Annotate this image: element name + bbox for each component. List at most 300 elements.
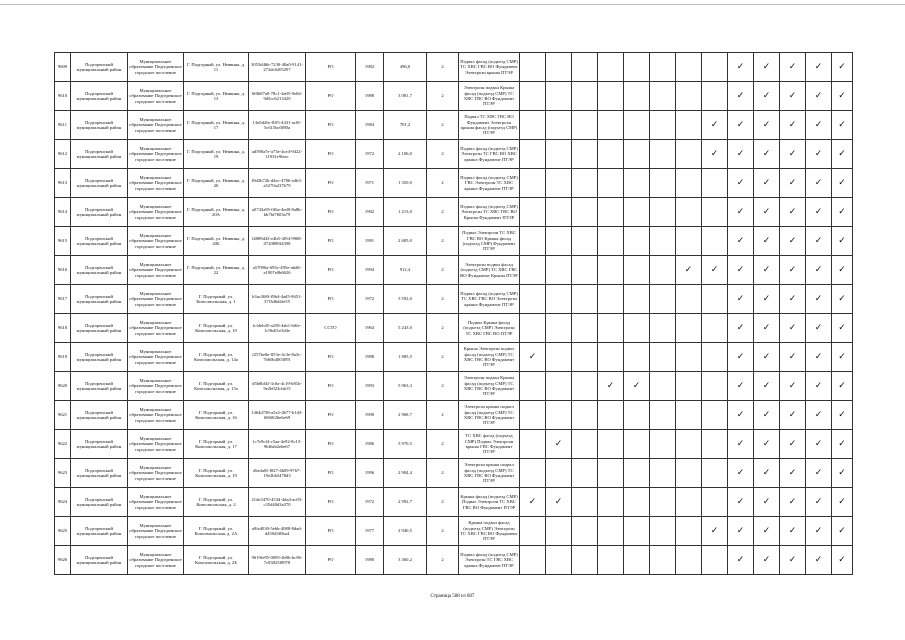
floors-cell: 2 [427,227,459,256]
work-type-cell [520,459,546,488]
type-cell: РО [306,430,356,459]
row-id: 9615 [55,227,71,256]
work-type-cell [572,82,598,111]
work-type-cell [702,459,728,488]
checkmark-icon: ✓ [788,380,797,391]
work-type-cell [832,343,853,372]
work-type-cell [598,227,624,256]
checkmark-icon: ✓ [838,438,846,449]
type-cell: РО [306,256,356,285]
work-type-cell [806,111,832,140]
floors-cell: 2 [427,82,459,111]
work-type-cell [572,111,598,140]
floors-cell: 2 [427,111,459,140]
area-cell: 5 243,0 [384,314,427,343]
work-type-cell [572,285,598,314]
work-type-cell [624,140,650,169]
checkmark-icon: ✓ [736,61,745,72]
works-cell: Подвал фасад (подъезд СМР) Электроэн ТС ХВС ГВС ВО Крыша Фундамент ПТЭР [459,198,520,227]
work-type-cell [546,111,572,140]
checkmark-icon: ✓ [632,380,641,391]
works-cell: Подвал фасад (подъезд СМР) Электроэн ТС ГВС ХВС крыша Фундамент ПТЭР [459,546,520,575]
floors-cell: 2 [427,198,459,227]
area-cell: 2 940,5 [384,517,427,546]
checkmark-icon: ✓ [814,554,823,565]
work-type-cell [806,372,832,401]
work-type-cell [806,314,832,343]
floors-cell: 2 [427,488,459,517]
address-cell: Г. Подгорный, ул. Неявина, д. 22 [184,256,249,285]
row-id: 9625 [55,517,71,546]
work-type-cell [702,198,728,227]
year-cell: 1982 [356,53,384,82]
works-cell: Электроэн подвал Крыша фасад (подъезд СМР) ТС ХВС ГВС ВО Фундамент ПТЭР [459,82,520,111]
table-row [55,111,853,140]
checkmark-icon: ✓ [736,525,745,536]
checkmark-icon: ✓ [814,293,823,304]
work-type-cell [806,140,832,169]
work-type-cell [650,314,676,343]
work-type-cell [754,256,780,285]
work-type-cell [624,517,650,546]
checkmark-icon: ✓ [838,322,846,333]
work-type-cell [728,140,754,169]
work-type-cell [650,111,676,140]
work-type-cell [546,256,572,285]
work-type-cell [676,198,702,227]
year-cell: 1980 [356,546,384,575]
row-id: 9614 [55,198,71,227]
work-type-cell [546,343,572,372]
work-type-cell [806,430,832,459]
work-type-cell [702,53,728,82]
type-cell: РО [306,459,356,488]
work-type-cell [780,488,806,517]
work-type-cell [702,372,728,401]
fias-code-cell: ad590a7e-a73e-4ce4-9422-11931e9feac [249,140,306,169]
work-type-cell [598,401,624,430]
work-type-cell [520,111,546,140]
work-type-cell [754,140,780,169]
work-type-cell [624,111,650,140]
address-cell: Г. Подгорный, ул. Комсомольская, д. 2Б [184,546,249,575]
area-cell: 496,0 [384,53,427,82]
work-type-cell [650,430,676,459]
work-type-cell [780,82,806,111]
owner-cell: Муниципальное образование Подгоренское городское поселение [128,53,184,82]
work-type-cell [832,140,853,169]
work-type-cell [650,546,676,575]
checkmark-icon: ✓ [736,177,745,188]
district-cell: Подгоренский муниципальный район [71,227,128,256]
work-type-cell [650,256,676,285]
work-type-cell [520,488,546,517]
work-type-cell [832,430,853,459]
work-type-cell [520,82,546,111]
work-type-cell [702,401,728,430]
work-type-cell [728,488,754,517]
area-cell: 1 885,5 [384,343,427,372]
year-cell: 1993 [356,372,384,401]
owner-cell: Муниципальное образование Подгоренское городское поселение [128,169,184,198]
fias-code-cell: a9fe4030-5ebb-4088-8dad-d450d3f0ba4 [249,517,306,546]
checkmark-icon: ✓ [788,206,797,217]
checkmark-icon: ✓ [838,409,846,420]
work-type-cell [520,198,546,227]
row-id: 9618 [55,314,71,343]
checkmark-icon: ✓ [736,554,745,565]
housing-register-table [54,52,853,575]
checkmark-icon: ✓ [838,90,846,101]
work-type-cell [572,488,598,517]
owner-cell: Муниципальное образование Подгоренское городское поселение [128,459,184,488]
work-type-cell [572,314,598,343]
type-cell: РО [306,372,356,401]
work-type-cell [650,198,676,227]
work-type-cell [546,372,572,401]
work-type-cell [546,314,572,343]
table-row [55,53,853,82]
work-type-cell [676,314,702,343]
district-cell: Подгоренский муниципальный район [71,82,128,111]
checkmark-icon: ✓ [838,235,846,246]
checkmark-icon: ✓ [736,206,745,217]
type-cell: РО [306,198,356,227]
year-cell: 1972 [356,285,384,314]
work-type-cell [520,227,546,256]
work-type-cell [572,430,598,459]
work-type-cell [754,53,780,82]
work-type-cell [806,227,832,256]
address-cell: Г. Подгорный, ул. Неявина, д. 13 [184,82,249,111]
work-type-cell [572,140,598,169]
checkmark-icon: ✓ [736,467,745,478]
work-type-cell [546,53,572,82]
work-type-cell [572,372,598,401]
district-cell: Подгоренский муниципальный район [71,140,128,169]
work-type-cell [832,459,853,488]
work-type-cell [546,546,572,575]
work-type-cell [598,82,624,111]
owner-cell: Муниципальное образование Подгоренское городское поселение [128,140,184,169]
area-cell: 5 592,0 [384,285,427,314]
work-type-cell [572,343,598,372]
checkmark-icon: ✓ [762,235,771,246]
work-type-cell [546,198,572,227]
work-type-cell [598,372,624,401]
work-type-cell [780,314,806,343]
checkmark-icon: ✓ [788,351,797,362]
row-id: 9609 [55,53,71,82]
work-type-cell [520,372,546,401]
work-type-cell [546,430,572,459]
floors-cell: 2 [427,256,459,285]
works-cell: Крыша Электроэн подвал фасад (подъезд СМР) ТС ХВС ГВС ВО Фундамент ПТЭР [459,343,520,372]
checkmark-icon: ✓ [762,322,771,333]
address-cell: Г. Подгорный, ул. Комсомольская, д. 19 [184,459,249,488]
fias-code-cell: 1c7e9cf4-c5aa-4e92-8c13-9bf6ab2ebe67 [249,430,306,459]
work-type-cell [676,459,702,488]
floors-cell: 2 [427,459,459,488]
row-id: 9624 [55,488,71,517]
work-type-cell [520,546,546,575]
type-cell: РО [306,343,356,372]
works-cell: Крыша фасад (подъезд СМР) Подвал Электроэн ТС ХВС ГВС ВО Фундамент ПТЭР [459,488,520,517]
area-cell: 3 360,2 [384,546,427,575]
owner-cell: Муниципальное образование Подгоренское городское поселение [128,488,184,517]
work-type-cell [676,227,702,256]
work-type-cell [728,169,754,198]
area-cell: 2 992,7 [384,488,427,517]
work-type-cell [520,314,546,343]
work-type-cell [572,198,598,227]
work-type-cell [624,53,650,82]
work-type-cell [780,401,806,430]
owner-cell: Муниципальное образование Подгоренское городское поселение [128,430,184,459]
work-type-cell [572,401,598,430]
fias-code-cell: dbe4a8f-f827-4b09-9767-19e2bb5478d3 [249,459,306,488]
work-type-cell [520,430,546,459]
work-type-cell [624,285,650,314]
work-type-cell [572,227,598,256]
work-type-cell [806,256,832,285]
work-type-cell [728,227,754,256]
work-type-cell [624,459,650,488]
work-type-cell [546,488,572,517]
work-type-cell [676,488,702,517]
fias-code-cell: d5b8bf4f-3c0a-4c19-b81b-9e2b023cbb15 [249,372,306,401]
work-type-cell [572,53,598,82]
work-type-cell [572,546,598,575]
checkmark-icon: ✓ [838,467,846,478]
address-cell: Г. Подгорный, ул. Комсомольская, д. 10 [184,314,249,343]
work-type-cell [832,488,853,517]
type-cell: РО [306,546,356,575]
checkmark-icon: ✓ [814,119,823,130]
work-type-cell [676,256,702,285]
area-cell: 1 350,0 [384,169,427,198]
checkmark-icon: ✓ [814,380,823,391]
row-id: 9610 [55,82,71,111]
checkmark-icon: ✓ [838,206,846,217]
checkmark-icon: ✓ [814,438,823,449]
owner-cell: Муниципальное образование Подгоренское городское поселение [128,401,184,430]
area-cell: 701,2 [384,111,427,140]
work-type-cell [572,517,598,546]
type-cell: РО [306,82,356,111]
works-cell: Подвал Крыша фасад (подъезд СМР) Электроэн ТС ХВС ГВС ВО ПТЭР [459,314,520,343]
address-cell: Г. Подгорный, ул. Неявина, д. 19 [184,140,249,169]
row-id: 9620 [55,372,71,401]
work-type-cell [546,140,572,169]
area-cell: 5 970,5 [384,430,427,459]
checkmark-icon: ✓ [736,90,745,101]
district-cell: Подгоренский муниципальный район [71,459,128,488]
checkmark-icon: ✓ [762,206,771,217]
table-row [55,488,853,517]
checkmark-icon: ✓ [838,264,846,275]
year-cell: 1964 [356,314,384,343]
work-type-cell [754,314,780,343]
year-cell: 1984 [356,111,384,140]
checkmark-icon: ✓ [736,119,745,130]
district-cell: Подгоренский муниципальный район [71,517,128,546]
work-type-cell [780,430,806,459]
checkmark-icon: ✓ [788,496,797,507]
work-type-cell [676,82,702,111]
type-cell: ССТО [306,314,356,343]
checkmark-icon: ✓ [762,119,771,130]
work-type-cell [520,169,546,198]
work-type-cell [754,343,780,372]
checkmark-icon: ✓ [736,438,745,449]
work-type-cell [624,198,650,227]
owner-cell: Муниципальное образование Подгоренское городское поселение [128,372,184,401]
district-cell: Подгоренский муниципальный район [71,256,128,285]
checkmark-icon: ✓ [788,467,797,478]
year-cell: 1996 [356,459,384,488]
work-type-cell [728,314,754,343]
district-cell: Подгоренский муниципальный район [71,169,128,198]
work-type-cell [546,459,572,488]
work-type-cell [676,169,702,198]
table-row [55,140,853,169]
work-type-cell [520,256,546,285]
work-type-cell [728,198,754,227]
works-cell: Подвал фасад (подъезд СМР) ГВС Электроэн ТС ХВС крыша Фундамент ПТЭР [459,169,520,198]
work-type-cell [572,169,598,198]
work-type-cell [650,488,676,517]
district-cell: Подгоренский муниципальный район [71,198,128,227]
work-type-cell [676,517,702,546]
type-cell: РО [306,53,356,82]
work-type-cell [676,140,702,169]
fias-code-cell: b3ac368f-f9b4-4ad5-9651-37f3d6d4fe55 [249,285,306,314]
work-type-cell [624,314,650,343]
work-type-cell [806,517,832,546]
year-cell: 1977 [356,517,384,546]
work-type-cell [598,430,624,459]
work-type-cell [624,169,650,198]
floors-cell: 2 [427,517,459,546]
work-type-cell [832,82,853,111]
work-type-cell [520,53,546,82]
checkmark-icon: ✓ [762,293,771,304]
checkmark-icon: ✓ [762,554,771,565]
work-type-cell [780,53,806,82]
checkmark-icon: ✓ [788,235,797,246]
work-type-cell [624,546,650,575]
works-cell: ТС ХВС фасад (подъезд СМР) Подвал Электроэн крыша ГВС Фундамент ПТЭР [459,430,520,459]
year-cell: 1990 [356,401,384,430]
row-id: 9623 [55,459,71,488]
checkmark-icon: ✓ [838,554,846,565]
work-type-cell [832,198,853,227]
area-cell: 3 081,7 [384,82,427,111]
work-type-cell [728,372,754,401]
checkmark-icon: ✓ [814,496,823,507]
fias-code-cell: f0d2b72b-d4ec-4786-a4b3-a5270a237b79 [249,169,306,198]
work-type-cell [702,430,728,459]
work-type-cell [546,169,572,198]
work-type-cell [728,82,754,111]
address-cell: Г. Подгорный, ул. Неявина, д. 20 [184,169,249,198]
works-cell: Подвал фасад (подъезд СМР) ТС ХВС ГВС ВО Фундамент Электроэн крыша ПТЭР [459,53,520,82]
checkmark-icon: ✓ [838,293,846,304]
checkmark-icon: ✓ [736,409,745,420]
work-type-cell [806,82,832,111]
work-type-cell [546,227,572,256]
work-type-cell [754,372,780,401]
work-type-cell [806,459,832,488]
checkmark-icon: ✓ [762,496,771,507]
fias-code-cell: 6f0b87a0-78c1-4a05-9e0d-9d5cc6213420 [249,82,306,111]
work-type-cell [780,169,806,198]
work-type-cell [806,546,832,575]
work-type-cell [780,140,806,169]
works-cell: Электроэн подвал Крыша фасад (подъезд СМР) ТС ХВС ГВС ВО Фундамент ПТЭР [459,372,520,401]
checkmark-icon: ✓ [736,235,745,246]
checkmark-icon: ✓ [814,467,823,478]
checkmark-icon: ✓ [788,438,797,449]
work-type-cell [520,343,546,372]
row-id: 9619 [55,343,71,372]
type-cell: РО [306,517,356,546]
table-row [55,169,853,198]
work-type-cell [650,372,676,401]
work-type-cell [780,517,806,546]
area-cell: 2 685,0 [384,227,427,256]
row-id: 9612 [55,140,71,169]
floors-cell: 2 [427,140,459,169]
work-type-cell [728,401,754,430]
work-type-cell [598,488,624,517]
work-type-cell [806,198,832,227]
type-cell: РО [306,169,356,198]
district-cell: Подгоренский муниципальный район [71,372,128,401]
work-type-cell [754,285,780,314]
work-type-cell [676,111,702,140]
checkmark-icon: ✓ [838,380,846,391]
area-cell: 1 213,0 [384,198,427,227]
work-type-cell [676,343,702,372]
checkmark-icon: ✓ [788,525,797,536]
work-type-cell [598,517,624,546]
table-row [55,459,853,488]
work-type-cell [650,343,676,372]
type-cell: РО [306,401,356,430]
work-type-cell [702,546,728,575]
work-type-cell [598,459,624,488]
checkmark-icon: ✓ [814,525,823,536]
year-cell: 1991 [356,227,384,256]
owner-cell: Муниципальное образование Подгоренское городское поселение [128,111,184,140]
address-cell: Г. Подгорный, ул. Комсомольская, д. 1 [184,285,249,314]
work-type-cell [598,198,624,227]
checkmark-icon: ✓ [788,177,797,188]
checkmark-icon: ✓ [788,409,797,420]
address-cell: Г. Подгорный, ул. Неявина, д. 17 [184,111,249,140]
type-cell: РО [306,111,356,140]
works-cell: Подвал Электроэн ТС ХВС ГВС ВО Крыша фасад (подъезд СМР) Фундамент ПТЭР [459,227,520,256]
checkmark-icon: ✓ [788,90,797,101]
floors-cell: 2 [427,285,459,314]
page-top-edge [0,4,905,6]
work-type-cell [702,227,728,256]
work-type-cell [780,343,806,372]
work-type-cell [598,285,624,314]
checkmark-icon: ✓ [528,351,537,362]
